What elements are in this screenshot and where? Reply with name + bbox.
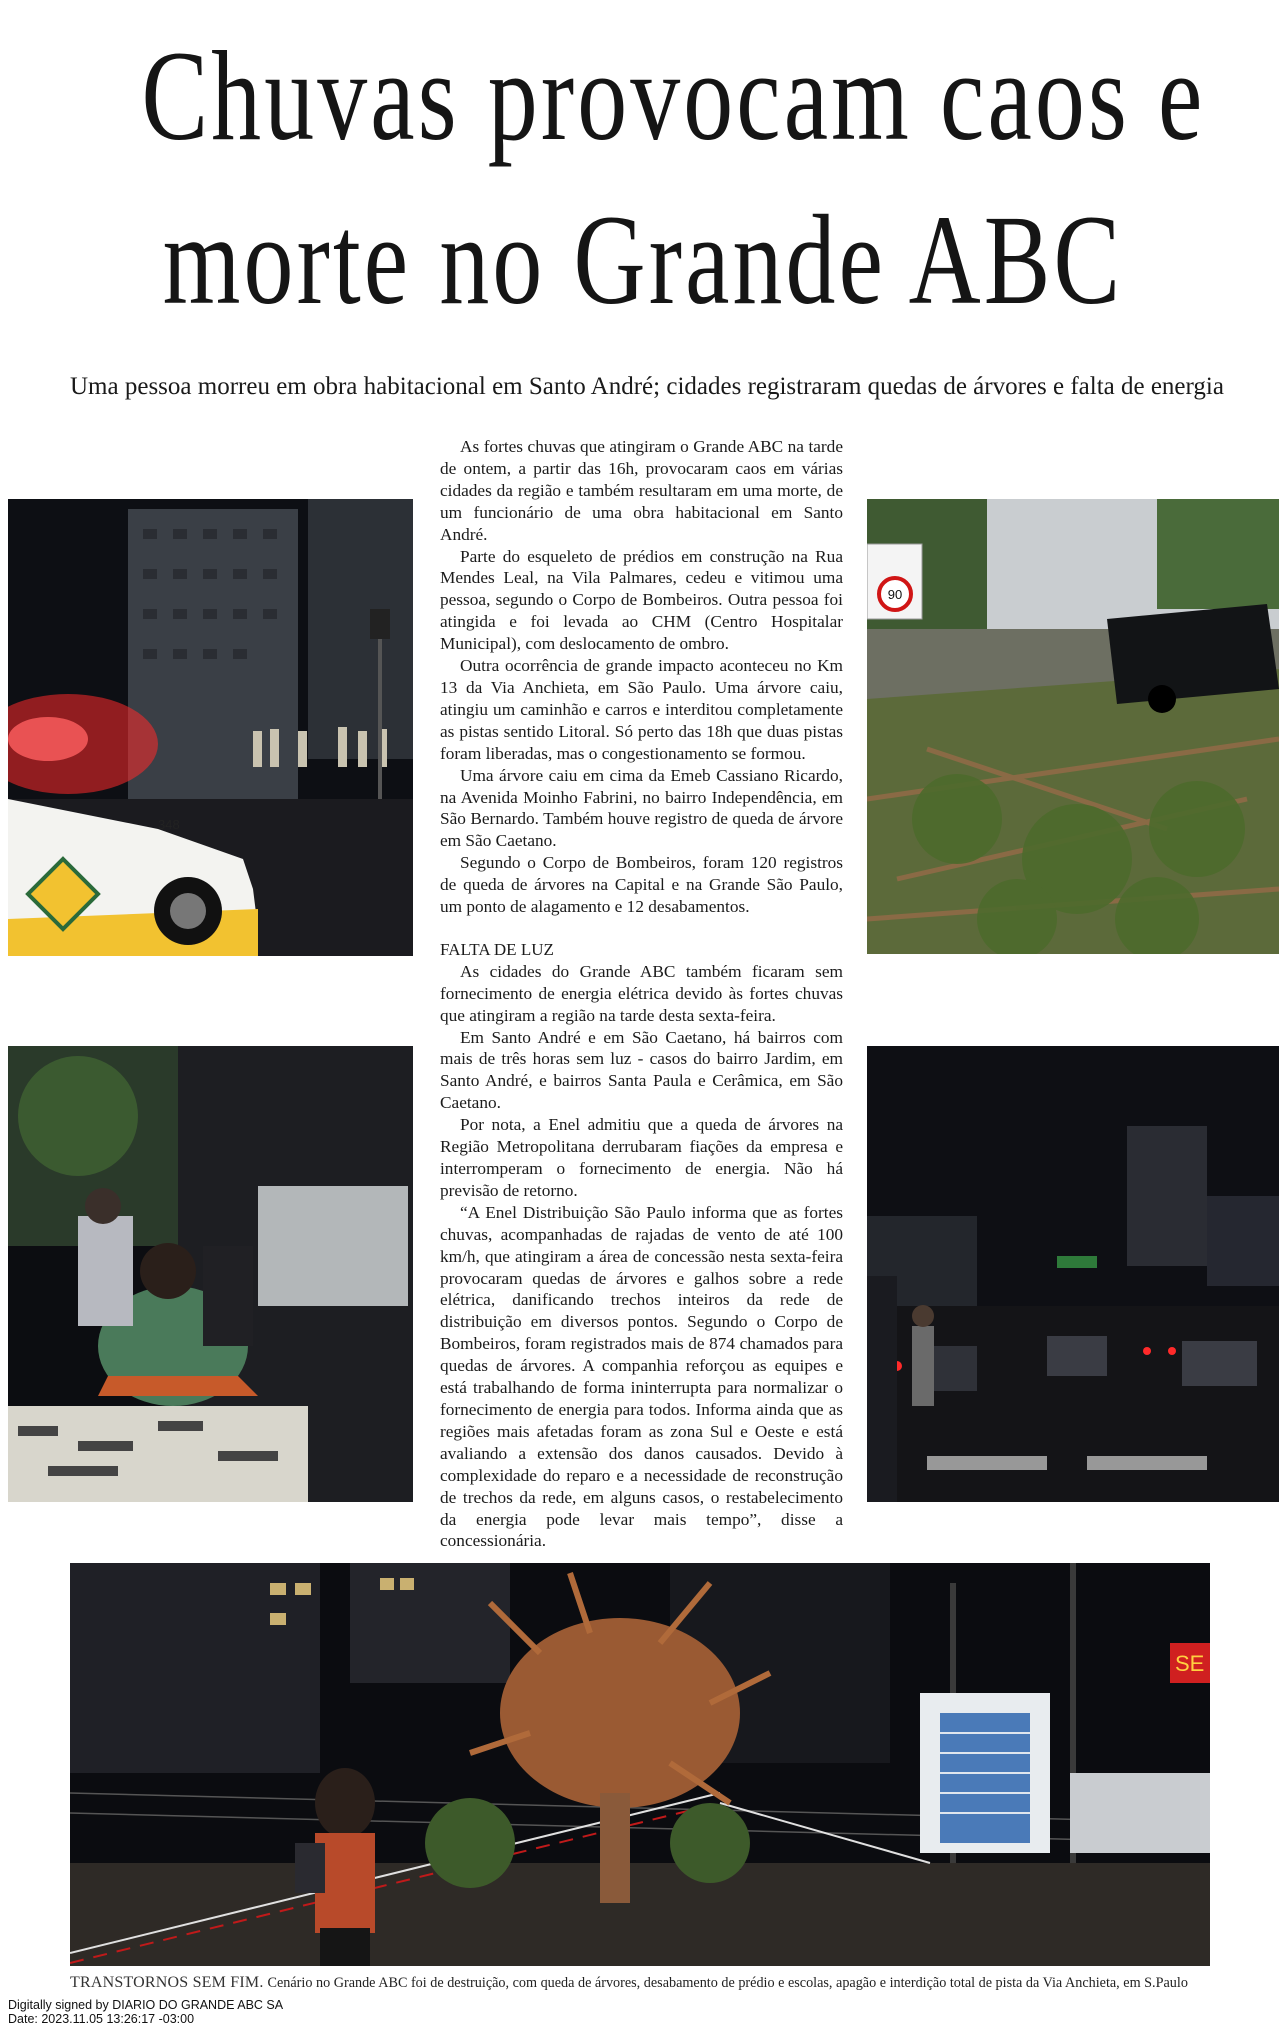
caption-text: Cenário no Grande ABC foi de destruição, com queda de árvores, desabamento de prédio e escolas, apagão e interdição total de pista da Via Anchieta, em S.Paulo (267, 1975, 1188, 1991)
photo-fallen-tree-highway (867, 499, 1279, 954)
signature-line-1: Digitally signed by DIARIO DO GRANDE ABC SA (8, 1998, 284, 2012)
speed-sign-text: 90 (887, 587, 903, 602)
digital-signature (8, 1998, 283, 2026)
photo-police-car-night (8, 499, 413, 956)
article-paragraph: Segundo o Corpo de Bombeiros, foram 120 registros de queda de árvores na Capital e na Grande São Paulo, um ponto de alagamento e 12 desabamentos. (440, 853, 843, 917)
photo-bar-image (8, 1046, 413, 1502)
photo-traffic-night (867, 1046, 1279, 1502)
photo-uprooted-tree (70, 1563, 1210, 1966)
subheadline: Uma pessoa morreu em obra habitacional em Santo André; cidades registraram quedas de árvores e falta de energia (70, 373, 1224, 400)
article-paragraph: As cidades do Grande ABC também ficaram sem fornecimento de energia elétrica devido às fortes chuvas que atingiram a região na tarde desta sexta-feira. (440, 961, 843, 1025)
article-paragraph: Outra ocorrência de grande impacto aconteceu no Km 13 da Via Anchieta, em São Paulo. Uma árvore caiu, atingiu um caminhão e carros e interditou completamente as pistas sentido Litoral. Só perto das 18h que duas pistas foram liberadas, mas o congestionamento se formou. (440, 656, 843, 763)
article-body (440, 436, 843, 1552)
caption-lead: TRANSTORNOS SEM FIM. (70, 1974, 264, 1991)
store-sign-text: SE (1175, 1651, 1205, 1676)
article-paragraph: Parte do esqueleto de prédios em construção na Rua Mendes Leal, na Vila Palmares, cedeu e vitimou uma pessoa, segundo o Corpo de Bombeiros. Outra pessoa foi atingida e foi levada ao CHM (Centro Hospitalar Municipal), com deslocamento de ombro. (440, 546, 843, 654)
article-paragraph: “A Enel Distribuição São Paulo informa que as fortes chuvas, acompanhadas de rajadas de vento de até 100 km/h, que atingiram a área de concessão nesta sexta-feira provocaram quedas de árvores e galhos sobre a rede elétrica, danificando trechos inteiros da rede de distribuição em diversos pontos. Segundo o Corpo de Bombeiros, foram registrados mais de 874 chamados para quedas de árvores. A companhia reforçou as equipes e está trabalhando de forma ininterrupta para normalizar o fornecimento de energia para todos. Informa ainda que as regiões mais afetadas foram as zona Sul e Oeste e está avaliando a extensão dos danos causados. Devido à complexidade do reparo e a necessidade de reconstrução de trechos da rede, em alguns casos, o restabelecimento da energia pode levar mais tempo”, disse a concessionária. (440, 1202, 843, 1551)
photo-highway-image (867, 499, 1279, 954)
article-paragraph: Por nota, a Enel admitiu que a queda de árvores na Região Metropolitana derrubaram fiações da empresa e interromperam o fornecimento de energia. Não há previsão de retorno. (440, 1115, 843, 1200)
article-paragraph: As fortes chuvas que atingiram o Grande ABC na tarde de ontem, a partir das 16h, provocaram caos em várias cidades da região e também resultaram em uma morte, de um funcionário de uma obra habitacional em Santo André. (440, 437, 843, 544)
article-paragraph: Em Santo André e em São Caetano, há bairros com mais de três horas sem luz - casos do bairro Jardim, em Santo André, e bairros Santa Paula e Cerâmica, em São Caetano. (440, 1027, 843, 1113)
photo-police-car-image (8, 499, 413, 956)
car-number-text: 348 (158, 817, 180, 832)
photo-bar-blackout (8, 1046, 413, 1502)
signature-line-2: Date: 2023.11.05 13:26:17 -03:00 (8, 2012, 195, 2026)
photo-uprooted-tree-image (70, 1563, 1210, 1966)
section-heading: FALTA DE LUZ (440, 939, 554, 959)
photo-traffic-image (867, 1046, 1279, 1502)
headline-line-2: morte no Grande ABC (162, 189, 1124, 331)
article-paragraph: Uma árvore caiu em cima da Emeb Cassiano Ricardo, na Avenida Moinho Fabrini, no bairro Independência, em São Bernardo. Também houve registro de queda de árvore em São Caetano. (440, 765, 843, 851)
photo-caption (70, 1974, 1250, 1992)
headline (141, 14, 1206, 342)
headline-line-1: Chuvas provocam caos e (141, 25, 1206, 167)
